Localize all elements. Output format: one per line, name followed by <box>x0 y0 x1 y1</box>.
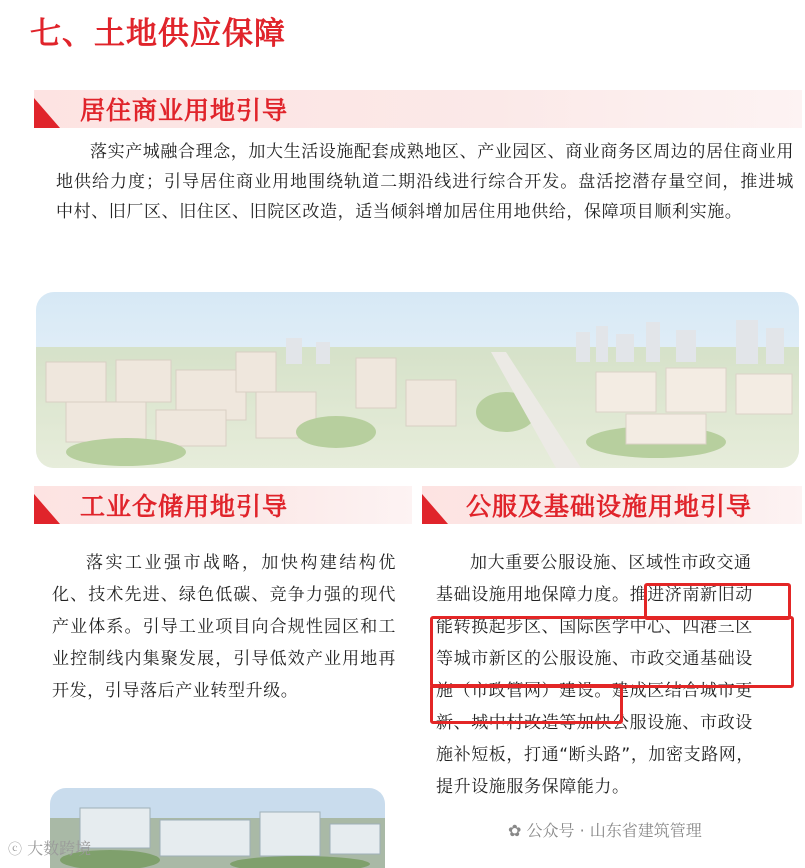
public-line: 提升设施服务保障能力。 <box>436 777 630 797</box>
public-highlight-text: 推进济南新旧动 <box>629 585 753 605</box>
wechat-icon: ✿ <box>508 821 522 840</box>
public-line: 能转换起步区、国际医学中心、四港三区 <box>436 617 753 637</box>
heading-text: 居住商业用地引导 <box>80 96 289 125</box>
public-text: 基础设施用地保障力度。 <box>436 585 630 605</box>
highlight-box <box>430 616 794 688</box>
page-title: 七、土地供应保障 <box>30 16 286 52</box>
highlight-box <box>644 583 791 620</box>
city-aerial-photo <box>36 292 799 468</box>
heading-text: 工业仓储用地引导 <box>80 492 289 521</box>
public-highlight-text: 施（市政管网）建设。 <box>436 681 612 701</box>
residential-paragraph: 落实产城融合理念，加大生活设施配套成熟地区、产业园区、商业商务区周边的居住商业用地供给力度；引导居住商业用地围绕轨道二期沿线进行综合开发。盘活挖潜存量空间，推进城中村、旧厂区、旧住区、旧院区改造，适当倾斜增加居住用地供给，保障项目顺利实施。 <box>56 142 794 222</box>
heading-triangle-icon <box>34 494 60 524</box>
heading-triangle-icon <box>34 98 60 128</box>
public-line: 加大重要公服设施、区域性市政交通 <box>470 553 752 573</box>
industrial-photo-illustration <box>50 788 385 868</box>
public-line: 新、城中村改造等加快公服设施、市政设 <box>436 713 753 733</box>
watermark-left <box>8 836 91 859</box>
watermark-logo-icon: ⓒ <box>8 842 22 858</box>
heading-triangle-icon <box>422 494 448 524</box>
city-photo-illustration <box>36 292 799 468</box>
watermark-right-text: 公众号 · 山东省建筑管理 <box>526 821 702 840</box>
industrial-paragraph: 落实工业强市战略，加快构建结构优化、技术先进、绿色低碳、竞争力强的现代产业体系。引导工业项目向合规性园区和工业控制线内集聚发展，引导低效产业用地再开发，引导落后产业转型升级。 <box>52 553 396 701</box>
watermark-right <box>508 818 702 841</box>
public-line: 等城市新区的公服设施、市政交通基础设 <box>436 649 753 669</box>
public-line: 施补短板，打通“断头路”，加密支路网， <box>436 745 755 765</box>
industrial-park-photo <box>50 788 385 868</box>
heading-text: 公服及基础设施用地引导 <box>466 492 753 521</box>
watermark-left-text: 大数跨境 <box>27 839 92 858</box>
highlight-box <box>430 684 623 724</box>
public-text: 建成区结合城市更 <box>612 681 753 701</box>
